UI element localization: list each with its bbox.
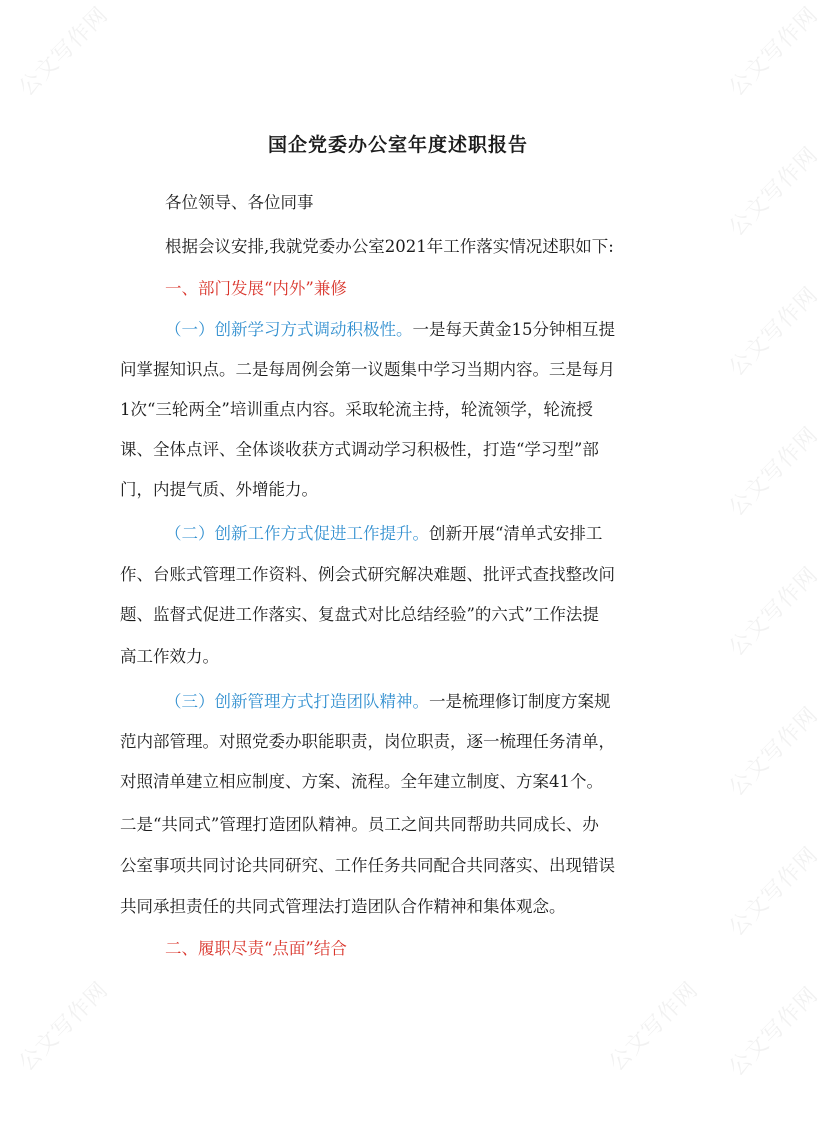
intro-paragraph: 根据会议安排,我就党委办公室2021年工作落实情况述职如下: <box>165 237 614 256</box>
watermark: 公文写作网 <box>724 422 824 522</box>
paragraph-line: 二是“共同式”管理打造团队精神。员工之间共同帮助共同成长、办 <box>120 815 599 834</box>
item-2-text: 创新开展“清单式安排工 <box>429 524 603 543</box>
watermark: 公文写作网 <box>14 2 114 102</box>
item-3-first-line <box>165 690 611 714</box>
item-3-heading: （三）创新管理方式打造团队精神。 <box>165 692 429 711</box>
paragraph-line: 题、监督式促进工作落实、复盘式对比总结经验”的六式”工作法提 <box>120 605 599 624</box>
paragraph-line: 高工作效力。 <box>120 647 219 666</box>
item-2-heading: （二）创新工作方式促进工作提升。 <box>165 524 429 543</box>
watermark: 公文写作网 <box>724 982 824 1082</box>
paragraph-line: 课、全体点评、全体谈收获方式调动学习积极性，打造“学习型”部 <box>120 440 599 459</box>
paragraph-line: 作、台账式管理工作资料、例会式研究解决难题、批评式查找整改问 <box>120 565 615 584</box>
item-3-text: 一是梳理修订制度方案规 <box>429 692 611 711</box>
watermark: 公文写作网 <box>724 142 824 242</box>
greeting: 各位领导、各位同事 <box>165 193 314 212</box>
watermark: 公文写作网 <box>724 702 824 802</box>
item-1-text: 一是每天黄金15分钟相互提 <box>412 320 615 339</box>
paragraph-line: 问掌握知识点。二是每周例会第一议题集中学习当期内容。三是每月 <box>120 360 615 379</box>
watermark: 公文写作网 <box>724 562 824 662</box>
watermark: 公文写作网 <box>724 282 824 382</box>
watermark: 公文写作网 <box>724 842 824 942</box>
section-heading-1: 一、部门发展“内外”兼修 <box>165 279 347 298</box>
watermark: 公文写作网 <box>724 2 824 102</box>
item-1-heading: （一）创新学习方式调动积极性。 <box>165 320 413 339</box>
item-1-first-line <box>165 318 615 342</box>
paragraph-line: 范内部管理。对照党委办职能职责，岗位职责，逐一梳理任务清单， <box>120 732 615 751</box>
document-title: 国企党委办公室年度述职报告 <box>267 134 528 156</box>
paragraph-line: 共同承担责任的共同式管理法打造团队合作精神和集体观念。 <box>120 897 566 916</box>
paragraph-line: 公室事项共同讨论共同研究、工作任务共同配合共同落实、出现错误 <box>120 856 615 875</box>
paragraph-line: 1次“三轮两全”培训重点内容。采取轮流主持，轮流领学，轮流授 <box>120 400 593 419</box>
paragraph-line: 对照清单建立相应制度、方案、流程。全年建立制度、方案41个。 <box>120 772 603 791</box>
paragraph-line: 门，内提气质、外增能力。 <box>120 480 318 499</box>
watermark: 公文写作网 <box>14 977 114 1077</box>
section-heading-2: 二、履职尽责“点面”结合 <box>165 939 347 958</box>
item-2-first-line <box>165 522 602 546</box>
watermark: 公文写作网 <box>604 977 704 1077</box>
